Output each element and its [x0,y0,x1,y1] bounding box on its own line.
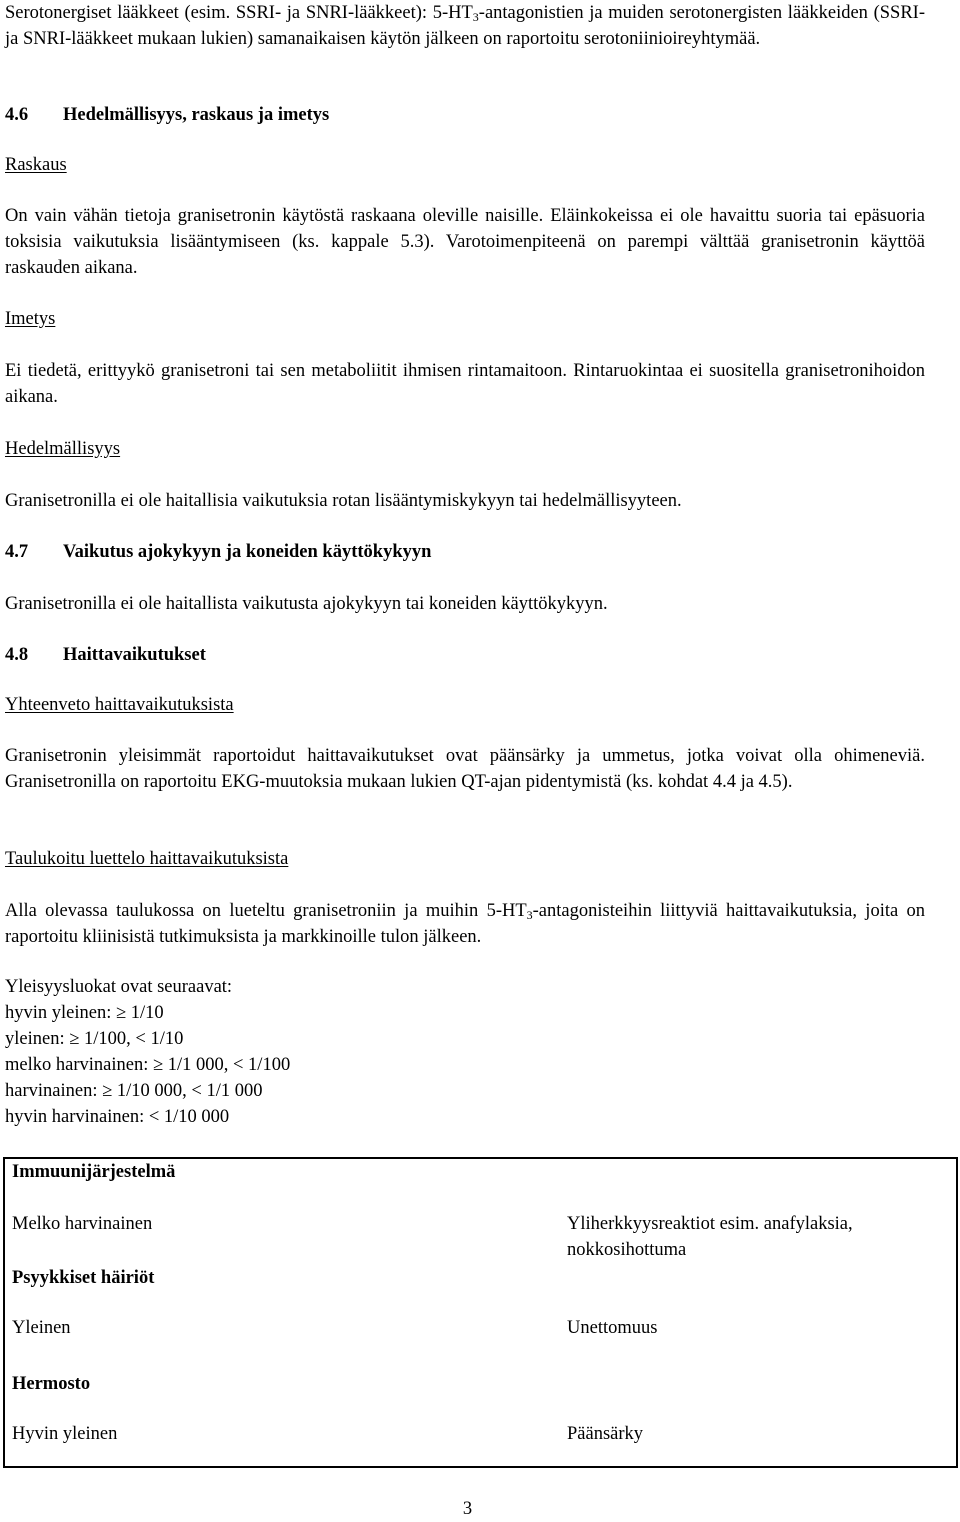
table-row [4,1315,957,1371]
raskaus-heading: Raskaus [5,155,67,175]
table-row [4,1211,957,1265]
frequency-cell: Melko harvinainen [12,1214,153,1234]
frequency-uncommon: melko harvinainen: ≥ 1/1 000, < 1/100 [5,1055,291,1075]
frequency-rare: harvinainen: ≥ 1/10 000, < 1/1 000 [5,1081,263,1101]
tabulated-list-paragraph: Alla olevassa taulukossa on lueteltu granisetroniin ja muihin $5-HT_3$-antagonisteihin liittyviä haittavaikutuksia, joita on raportoitu kliinisistä tutkimuksista ja markkinoille tulon jälkeen. [5,901,925,947]
soc-psychiatric-disorders: Psyykkiset häiriöt [12,1268,155,1288]
table-row [4,1371,957,1421]
reaction-cell: Yliherkkyysreaktiot esim. anafylaksia, nokkosihottuma [567,1214,853,1260]
adverse-reactions-table [3,1157,958,1468]
frequency-cell: Yleinen [12,1318,71,1338]
tabulated-list-heading: Taulukoitu luettelo haittavaikutuksista [5,849,289,869]
section-4-7-paragraph: Granisetronilla ei ole haitallista vaikutusta ajokykyyn tai koneiden käyttökykyyn. [5,594,608,614]
intro-paragraph: Serotonergiset lääkkeet (esim. SSRI- ja SNRI-lääkkeet): $5-HT_3$-antagonistien ja muiden serotonergisten lääkkeiden (SSRI- ja SNRI-lääkkeet mukaan lukien) samanaikaisen käytön jälkeen on raportoitu serotoniinioireyhtymää. [5,3,926,49]
hedelmallisyys-paragraph: Granisetronilla ei ole haitallisia vaikutuksia rotan lisääntymiskykyyn tai hedelmällisyyteen. [5,491,682,511]
frequency-intro: Yleisyysluokat ovat seuraavat: [5,977,233,997]
reaction-cell: Unettomuus [567,1318,658,1338]
hedelmallisyys-heading: Hedelmällisyys [5,439,121,459]
frequency-very-common: hyvin yleinen: ≥ 1/10 [5,1003,164,1023]
frequency-common: yleinen: ≥ 1/100, < 1/10 [5,1029,184,1049]
imetys-paragraph: Ei tiedetä, erittyykö granisetroni tai sen metaboliitit ihmisen rintamaitoon. Rintaruokintaa ei suositella granisetronihoidon aikana. [5,361,925,407]
frequency-very-rare: hyvin harvinainen: < 1/10 000 [5,1107,230,1127]
table-row [4,1265,957,1315]
section-4-7-heading: 4.7 Vaikutus ajokykyyn ja koneiden käyttökykyyn [5,542,432,562]
raskaus-paragraph: On vain vähän tietoja granisetronin käytöstä raskaana oleville naisille. Eläinkokeissa ei ole havaittu suoria tai epäsuoria toksisia vaikutuksia lisääntymiseen (ks. kappale 5.3). Varotoimenpiteenä on parempi välttää granisetronin käyttöä raskauden aikana. [5,206,925,278]
section-4-8-heading: 4.8 Haittavaikutukset [5,645,206,665]
soc-nervous-system: Hermosto [12,1374,91,1394]
table-row [4,1158,957,1211]
reaction-cell: Päänsärky [567,1424,644,1444]
frequency-cell: Hyvin yleinen [12,1424,118,1444]
summary-paragraph: Granisetronin yleisimmät raportoidut haittavaikutukset ovat päänsärky ja ummetus, jotka voivat olla ohimeneviä. Granisetronilla on raportoitu EKG-muutoksia mukaan lukien QT-ajan pidentymistä (ks. kohdat 4.4 ja 4.5). [5,746,925,792]
table-row [4,1421,957,1467]
imetys-heading: Imetys [5,309,56,329]
soc-immune-system: Immuunijärjestelmä [12,1162,176,1182]
section-4-6-heading: 4.6 Hedelmällisyys, raskaus ja imetys [5,105,330,125]
summary-heading: Yhteenveto haittavaikutuksista [5,695,234,715]
page-number: 3 [462,1499,473,1519]
